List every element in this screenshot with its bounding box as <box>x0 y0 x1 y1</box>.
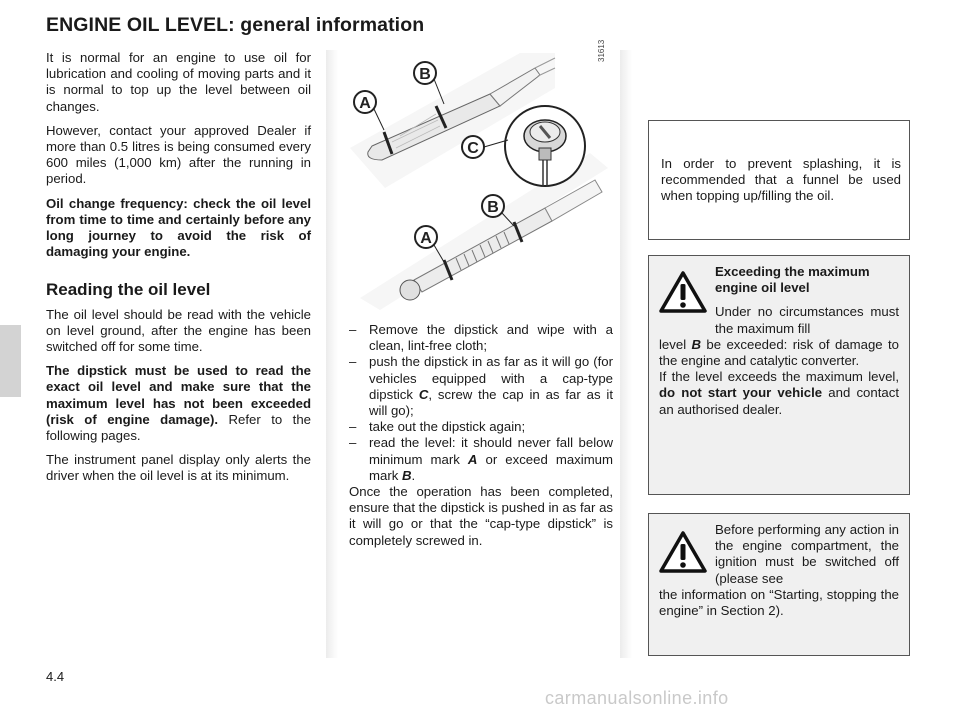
text: be exceeded: risk of damage to the engine and catalytic converter. <box>659 336 900 369</box>
step-text: . <box>411 467 416 483</box>
step-item <box>349 322 613 354</box>
page-title: ENGINE OIL LEVEL: general information <box>46 14 425 36</box>
mark-b: B <box>691 336 702 352</box>
paragraph-bold: Oil change frequency: check the oil level from time to time and certainly before any long journey to avoid the risk of damaging your engine. <box>46 195 311 260</box>
step-item <box>349 354 613 419</box>
svg-text:B: B <box>487 199 499 216</box>
warning-box-ignition <box>648 513 910 656</box>
label-c <box>462 136 508 158</box>
svg-text:B: B <box>419 66 431 83</box>
figure-number: 31613 <box>597 39 606 62</box>
paragraph: It is normal for an engine to use oil for lubrication and cooling of moving parts and it is normal to top up the level between oil changes. <box>46 50 311 114</box>
bold-text: The dipstick must be used to read the exact oil level and make sure that the maximum level has not been exceeded (risk of engine damage). <box>46 363 311 427</box>
note-box <box>648 120 910 240</box>
step-text: or exceed maximum mark <box>369 451 613 483</box>
dipstick-cap-detail <box>505 106 585 186</box>
text: level <box>659 336 692 352</box>
step-text: Remove the dipstick and wipe with a clean, lint-free cloth; <box>369 322 613 354</box>
step-text: read the level: it should never fall below minimum mark <box>369 435 613 467</box>
middle-column <box>349 322 613 549</box>
dipstick-illustration <box>340 48 620 310</box>
warning-text: Before performing any action in the engine compartment, the ignition must be switched off (please see <box>715 522 899 586</box>
paragraph: However, contact your approved Dealer if more than 0.5 litres is being consumed every 600 miles (1,000 km) after the running in period. <box>46 122 311 187</box>
step-item <box>349 419 613 435</box>
mark-c: C <box>418 386 429 402</box>
warning-text <box>659 337 899 369</box>
paragraph: The instrument panel display only alerts the driver when the oil level is at its minimum. <box>46 452 311 484</box>
warning-text <box>659 369 899 418</box>
bold-text: do not start your vehicle <box>659 385 823 401</box>
label-b-upper <box>414 62 444 104</box>
text: and contact an authorised dealer. <box>659 385 899 417</box>
watermark: carmanualsonline.info <box>545 688 729 708</box>
warning-text: the information on “Starting, stopping the engine” in Section 2). <box>659 586 899 619</box>
svg-text:C: C <box>467 140 479 157</box>
dash: – <box>349 354 357 370</box>
svg-text:A: A <box>359 95 371 112</box>
section-heading: Reading the oil level <box>46 280 211 300</box>
column-divider <box>620 50 632 658</box>
svg-text:A: A <box>420 230 432 247</box>
label-a-upper <box>354 91 384 130</box>
column-divider <box>326 50 338 658</box>
step-text: push the dipstick in as far as it will go (for vehicles equipped with a cap-type dipstick <box>369 354 613 402</box>
text: If the level exceeds the maximum level, <box>659 369 899 385</box>
section-tab <box>0 325 21 397</box>
warning-heading: Exceeding the maximum engine oil level <box>715 264 870 296</box>
warning-content <box>659 264 899 418</box>
step-item <box>349 435 613 484</box>
warning-text: Under no circumstances must the maximum fill <box>715 304 899 336</box>
paragraph: The oil level should be read with the vehicle on level ground, after the engine has been switched off for some time. <box>46 306 311 355</box>
warning-content <box>659 522 899 619</box>
text: Refer to the following pages. <box>46 411 311 444</box>
dash: – <box>349 322 357 337</box>
paragraph <box>46 363 311 444</box>
dash: – <box>349 435 357 451</box>
closing-paragraph: Once the operation has been completed, ensure that the dipstick is pushed in as far as it will go or that the “cap-type dipstick” is completely screwed in. <box>349 484 613 548</box>
mark-a: A <box>467 451 478 467</box>
note-text: In order to prevent splashing, it is recommended that a funnel be used when topping up/filling the oil. <box>661 156 901 204</box>
step-text: , screw the cap in as far as it will go); <box>369 386 613 419</box>
page-number: 4.4 <box>46 669 65 684</box>
warning-box-oil-level <box>648 255 910 495</box>
step-text: take out the dipstick again; <box>369 419 526 435</box>
left-column <box>46 50 311 493</box>
mark-b: B <box>401 467 412 483</box>
dash: – <box>349 419 357 435</box>
